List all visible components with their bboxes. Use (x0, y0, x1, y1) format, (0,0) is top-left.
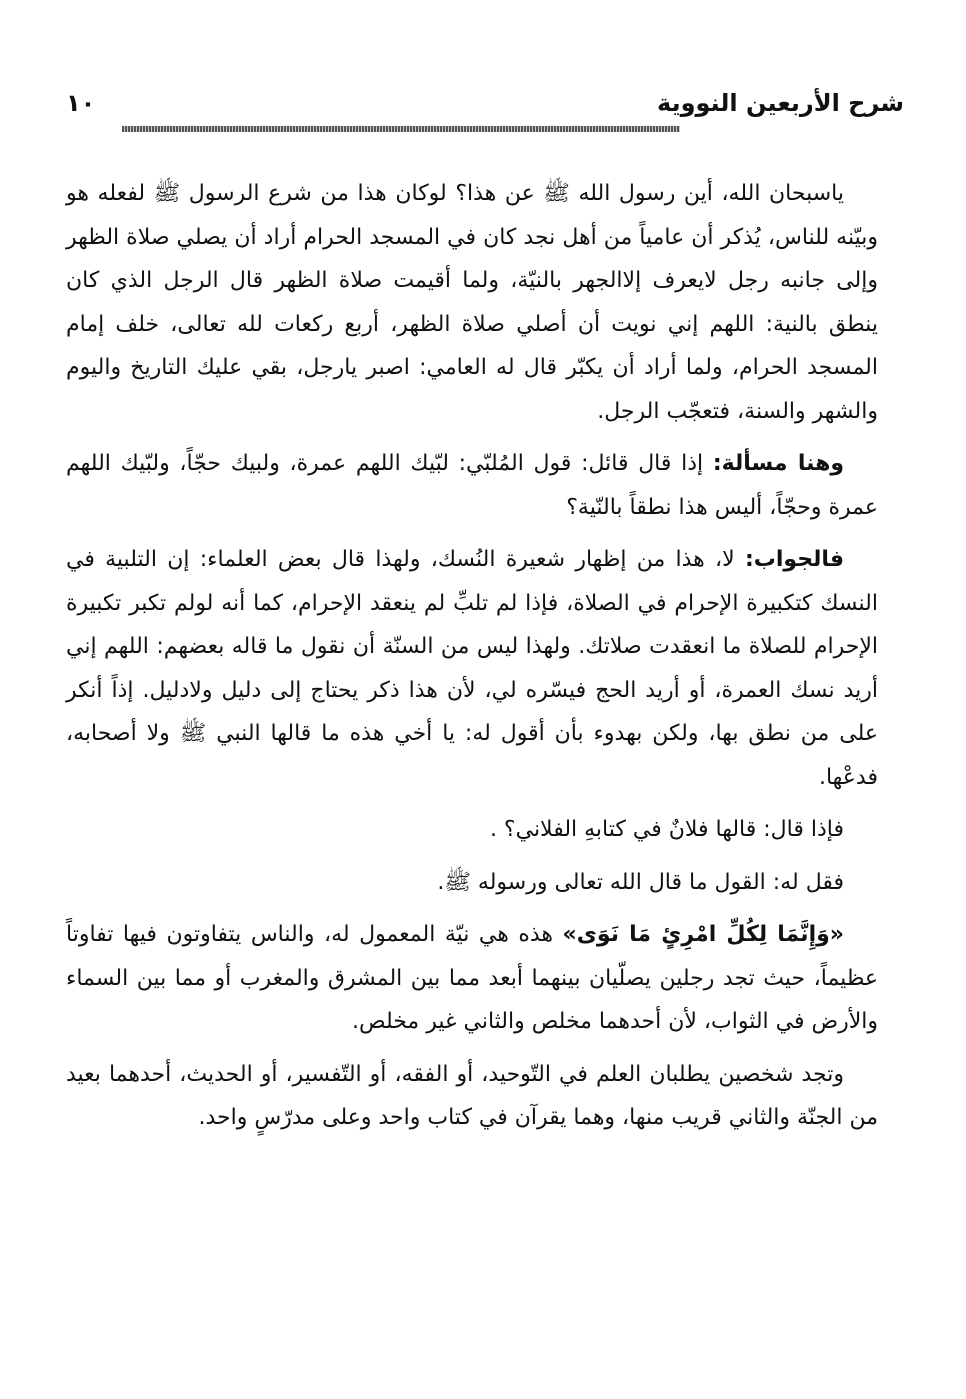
paragraph-text: فإذا قال: قالها فلانٌ في كتابهِ الفلاني؟ . (489, 817, 844, 842)
paragraph-text: هذه هي نيّة المعمول له، والناس يتفاوتون فيها تفاوتاً عظيماً، حيث تجد رجلين يصلّيان بينهما أبعد مما بين المشرق والمغرب أو مما بين السماء والأرض في الثواب، لأن أحدهما مخلص والثاني غير مخلص. (66, 922, 878, 1034)
paragraph-lead: فالجواب: (744, 547, 844, 572)
paragraph (66, 172, 878, 433)
paragraph-text: ياسبحان الله، أين رسول الله ﷺ عن هذا؟ لوكان هذا من شرع الرسول ﷺ لفعله هو وبيّنه للناس، يُذكر أن عامياً من أهل نجد كان في المسجد الحرام أراد أن يصلي صلاة الظهر وإلى جانبه رجل لايعرف إلاالجهر بالنيّة، ولما أقيمت صلاة الظهر قال الرجل الذي كان ينطق بالنية: اللهم إني نويت أن أصلي صلاة الظهر، أربع ركعات لله تعالى، خلف إمام المسجد الحرام، ولما أراد أن يكبّر قال له العامي: اصبر يارجل، بقي عليك التاريخ واليوم والشهر والسنة، فتعجّب الرجل. (66, 181, 878, 424)
header-rule (122, 126, 680, 132)
paragraph (66, 1053, 878, 1140)
paragraph-text: لا، هذا من إظهار شعيرة النُسك، ولهذا قال بعض العلماء: إن التلبية في النسك كتكبيرة الإحرام في الصلاة، فإذا لم تلبِّ لم ينعقد الإحرام، كما أنه لولم تكبر تكبيرة الإحرام للصلاة ما انعقدت صلاتك. ولهذا ليس من السنّة أن نقول ما قاله بعضهم: اللهم إني أريد نسك العمرة، أو أريد الحج فيسّره لي، لأن هذا ذكر يحتاج إلى دليل ولادليل. إذاً أنكر على من نطق بها، ولكن بهدوء بأن أقول له: يا أخي هذه ما قالها النبي ﷺ ولا أصحابه، فدعْها. (66, 547, 878, 790)
page-header (62, 82, 904, 122)
page-body (66, 172, 878, 1149)
paragraph-text: وتجد شخصين يطلبان العلم في التّوحيد، أو الفقه، أو التّفسير، أو الحديث، أحدهما بعيد من الجنّة والثاني قريب منها، وهما يقرآن في كتاب واحد وعلى مدرّسٍ واحد. (66, 1061, 878, 1130)
paragraph (66, 538, 878, 799)
paragraph-text: فقل له: القول ما قال الله تعالى ورسوله ﷺ. (437, 869, 844, 895)
page-number: ١٠ (66, 89, 96, 117)
paragraph (66, 442, 878, 529)
paragraph-text: إذا قال قائل: قول المُلبّي: لبّيك اللهم عمرة، ولبيك حجّاً، ولبّيك اللهم عمرة وحجّاً، أليس هذا نطقاً بالنّية؟ (66, 451, 878, 520)
paragraph (66, 808, 878, 852)
paragraph-lead: «وَإِنَّمَا لِكُلِّ امْرِئٍ مَا نَوَى» (562, 922, 844, 947)
paragraph (66, 913, 878, 1044)
paragraph (66, 861, 878, 905)
paragraph-lead: وهنا مسألة: (712, 451, 845, 476)
running-title: شرح الأربعين النووية (657, 89, 904, 117)
